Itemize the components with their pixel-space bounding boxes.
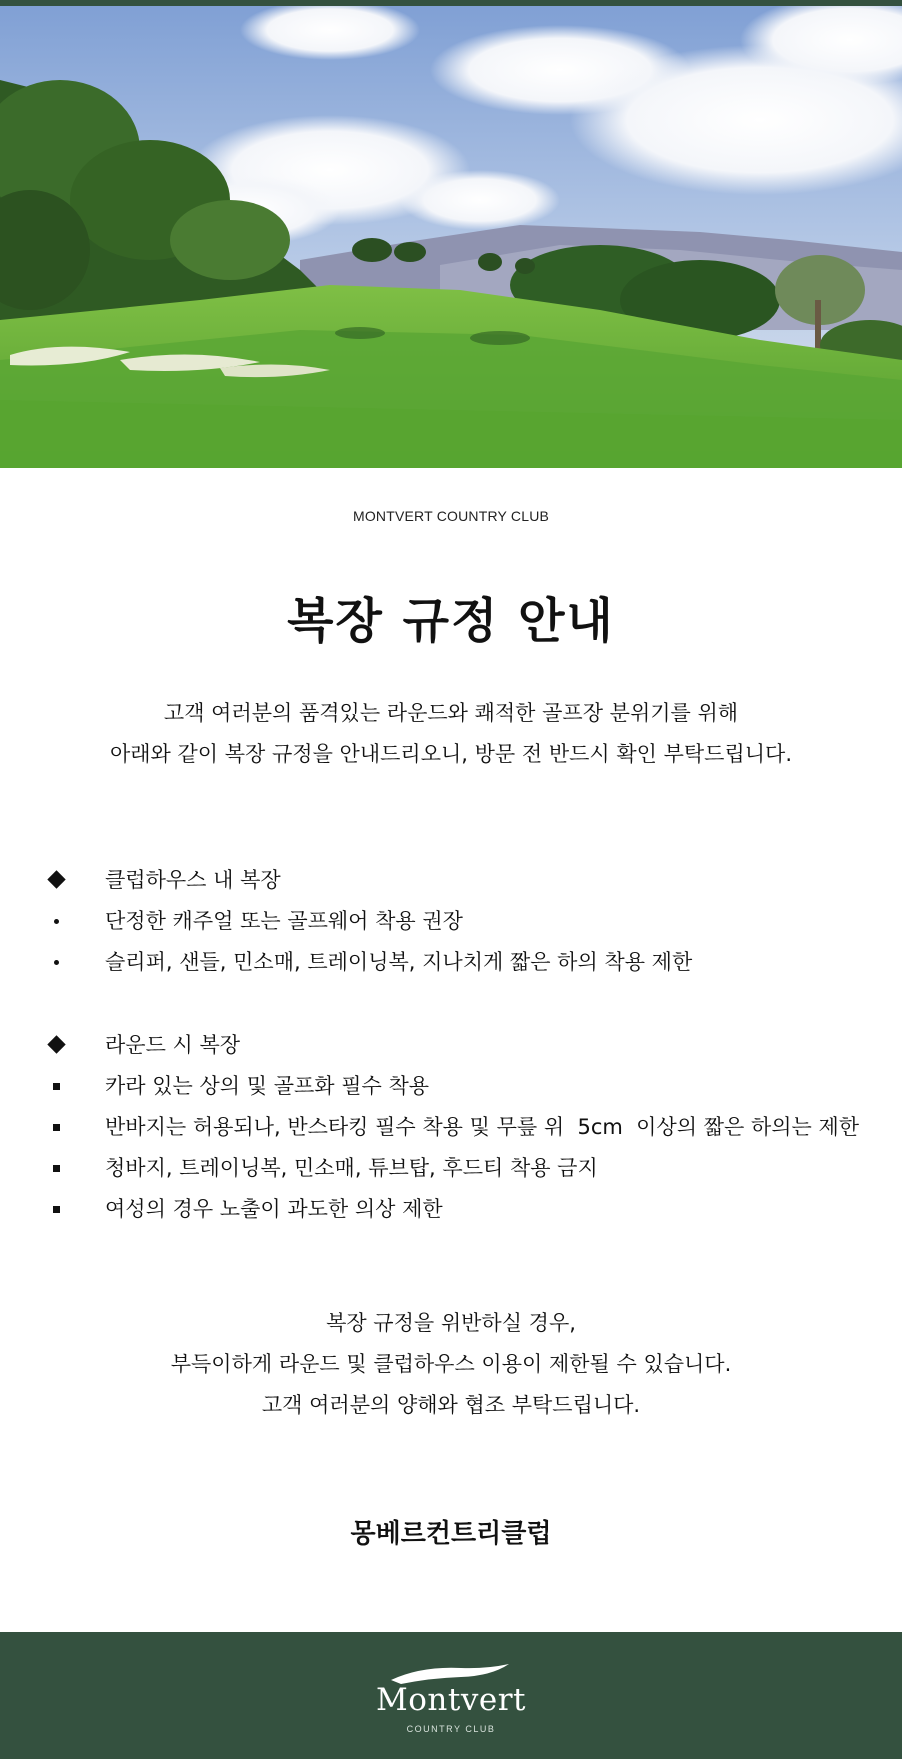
- rule-item-text: 카라 있는 상의 및 골프화 필수 착용: [105, 1074, 430, 1098]
- rule-item-text: 단정한 캐주얼 또는 골프웨어 착용 권장: [105, 909, 463, 933]
- square-bullet-icon: [44, 1066, 68, 1107]
- dot-bullet-icon: [44, 942, 68, 983]
- diamond-bullet-icon: [44, 860, 68, 901]
- page-title: 복장 규정 안내: [287, 593, 615, 649]
- rule-item-text: 슬리퍼, 샌들, 민소매, 트레이닝복, 지나치게 짧은 하의 착용 제한: [105, 950, 693, 974]
- montvert-logo: [351, 1662, 551, 1742]
- logo-subtitle: COUNTRY CLUB: [406, 1724, 496, 1734]
- rule-item: [0, 942, 902, 983]
- rule-item: [0, 1066, 902, 1107]
- diamond-bullet-icon: [44, 1025, 68, 1066]
- dot-bullet-icon: [44, 901, 68, 942]
- club-signature: 몽베르컨트리클럽: [350, 1519, 552, 1549]
- hero-golf-course-image: [0, 0, 902, 468]
- closing-paragraph: [0, 1303, 902, 1426]
- hero-top-accent-bar: [0, 0, 902, 6]
- section-heading: 클럽하우스 내 복장: [105, 868, 281, 892]
- square-bullet-icon: [44, 1148, 68, 1189]
- intro-line: 아래와 같이 복장 규정을 안내드리오니, 방문 전 반드시 확인 부탁드립니다.: [109, 742, 792, 766]
- club-label: MONTVERT COUNTRY CLUB: [352, 508, 550, 524]
- closing-line: 복장 규정을 위반하실 경우,: [326, 1311, 576, 1335]
- section-clubhouse-dress: [0, 860, 902, 983]
- section-heading-row: [0, 1025, 902, 1066]
- closing-line: 부득이하게 라운드 및 클럽하우스 이용이 제한될 수 있습니다.: [170, 1352, 732, 1376]
- rule-item-text: 여성의 경우 노출이 과도한 의상 제한: [105, 1197, 443, 1221]
- closing-line: 고객 여러분의 양해와 협조 부탁드립니다.: [261, 1393, 641, 1417]
- rule-item: [0, 1107, 902, 1148]
- rule-item: [0, 901, 902, 942]
- rule-item-text: 반바지는 허용되나, 반스타킹 필수 착용 및 무릎 위 5cm 이상의 짧은 하의는 제한: [105, 1115, 860, 1139]
- section-heading-row: [0, 860, 902, 901]
- section-heading: 라운드 시 복장: [105, 1033, 241, 1057]
- square-bullet-icon: [44, 1107, 68, 1148]
- section-round-dress: [0, 1025, 902, 1230]
- rule-item: [0, 1148, 902, 1189]
- square-bullet-icon: [44, 1189, 68, 1230]
- logo-wordmark: Montvert: [376, 1682, 526, 1718]
- intro-line: 고객 여러분의 품격있는 라운드와 쾌적한 골프장 분위기를 위해: [163, 701, 739, 725]
- footer: [0, 1632, 902, 1759]
- rule-item: [0, 1189, 902, 1230]
- golf-course-illustration: [0, 0, 902, 468]
- intro-paragraph: [0, 693, 902, 775]
- rule-item-text: 청바지, 트레이닝복, 민소매, 튜브탑, 후드티 착용 금지: [105, 1156, 598, 1180]
